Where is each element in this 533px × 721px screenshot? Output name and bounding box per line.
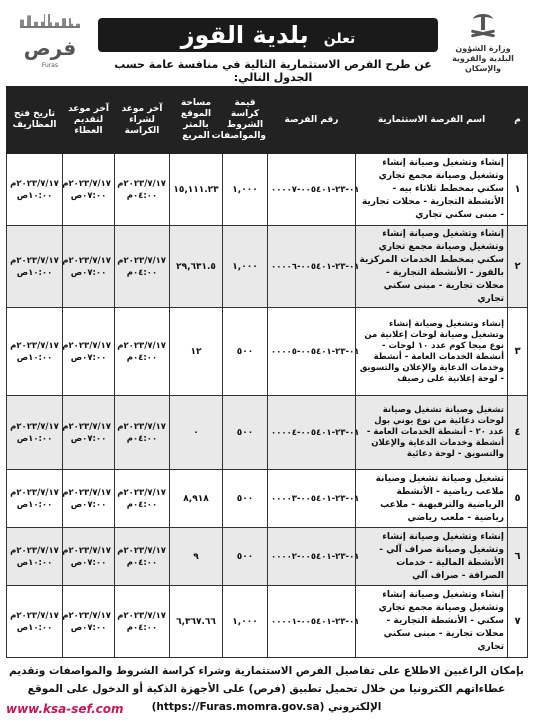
table-row: [7, 396, 528, 470]
site-area: ٦,٣٦٧.٦٦: [170, 586, 223, 658]
opportunity-number: ٠١-٢٣-٠٠٥٤٠١-٠٠٠٠٥: [268, 308, 356, 396]
announcement-page: [6, 8, 527, 716]
site-area: ١٢: [170, 308, 223, 396]
opportunity-number: ٠١-٢٣-٠٠٥٤٠١-٠٠٠٠٧: [268, 154, 356, 226]
booklet-price: ١,٠٠٠: [223, 226, 268, 308]
table-row: [7, 226, 528, 308]
opening-date: ٢٠٢٣/٧/١٧م ١٠:٠٠ص: [7, 470, 63, 528]
opportunity-number: ٠١-٢٣-٠٠٥٤٠١-٠٠٠٠٦: [268, 226, 356, 308]
opportunity-name: إنشاء وتشغيل وصيانة إنشاء وتشغيل وصيانة صراف آلي - الأنشطة المالية - خدمات الصرافة - صراف آلي: [356, 528, 508, 586]
opportunity-name: تشغيل وصيانة تشغيل وصيانة لوحات دعائية من نوع يوني بول عدد ٢٠ - أنشطة الخدمات العامة - أنشطة وخدمات الدعاية والإعلان والتسويق - لوحة دعائية: [356, 396, 508, 470]
buy-deadline: ٢٠٢٣/٧/١٧م ٠٤:٠٠م: [115, 226, 170, 308]
municipality-title: بلدية القوز: [180, 21, 309, 49]
buy-deadline: ٢٠٢٣/٧/١٧م ٠٤:٠٠م: [115, 154, 170, 226]
opening-date: ٢٠٢٣/٧/١٧م ١٠:٠٠ص: [7, 226, 63, 308]
header: [6, 8, 527, 84]
opportunity-name: تشغيل وصيانة تشغيل وصيانة ملاعب رياضية - الأنشطة الرياضية والترفيهية - ملاعب رياضية - ملعب رياضي: [356, 470, 508, 528]
footer-note: بإمكان الراغبين الاطلاع على تفاصيل الفرص الاستثمارية وشراء كراسة الشروط والمواصفات وتقديم عطاءاتهم الكترونيا من خلال تحميل تطبيق (فرص) على الأجهزة الذكية أو الدخول على الموقع الإلكتروني (https://Furas.momra.gov.sa): [9, 665, 524, 713]
table-row: [7, 586, 528, 658]
booklet-price: ٥٠٠: [223, 308, 268, 396]
ministry-name: وزارة الشؤون البلدية والقروية والإسكان: [452, 44, 514, 73]
row-index: ٣: [508, 308, 528, 396]
row-index: ٤: [508, 396, 528, 470]
opening-date: ٢٠٢٣/٧/١٧م ١٠:٠٠ص: [7, 154, 63, 226]
booklet-price: ٥٠٠: [223, 396, 268, 470]
opportunity-name: إنشاء وتشغيل وصيانة إنشاء وتشغيل وصيانة مجمع تجاري سكني - الأنشطة التجارية - محلات تجارية - مبنى سكني تجاري: [356, 586, 508, 658]
furas-logo: [12, 14, 88, 76]
site-area: ٨,٩١٨: [170, 470, 223, 528]
table-row: [7, 528, 528, 586]
buy-deadline: ٢٠٢٣/٧/١٧م ٠٤:٠٠م: [115, 396, 170, 470]
furas-logo-text: فرص: [23, 36, 77, 60]
site-area: ٠: [170, 396, 223, 470]
opportunities-table: [6, 86, 528, 658]
col-header-name: اسم الفرصة الاستثمارية: [356, 87, 508, 154]
table-row: [7, 470, 528, 528]
booklet-price: ١,٠٠٠: [223, 154, 268, 226]
col-header-opening-date: تاريخ فتح المظاريف: [7, 87, 63, 154]
buy-deadline: ٢٠٢٣/٧/١٧م ٠٤:٠٠م: [115, 470, 170, 528]
bid-deadline: ٢٠٢٣/٧/١٧م ٠٧:٠٠ص: [63, 308, 115, 396]
source-watermark[interactable]: www.ksa-sef.com: [6, 702, 124, 716]
opening-date: ٢٠٢٣/٧/١٧م ١٠:٠٠ص: [7, 528, 63, 586]
table-header-row: [7, 87, 528, 154]
buy-deadline: ٢٠٢٣/٧/١٧م ٠٤:٠٠م: [115, 586, 170, 658]
announcement-subtitle: عن طرح الفرص الاستثمارية التالية في منافسة عامة حسب الجدول التالي:: [114, 58, 432, 84]
table-row: [7, 308, 528, 396]
bid-deadline: ٢٠٢٣/٧/١٧م ٠٧:٠٠ص: [63, 226, 115, 308]
col-header-number: رقم الفرصة: [268, 87, 356, 154]
col-header-area: مساحة الموقع بالمتر المربع: [170, 87, 223, 154]
bid-deadline: ٢٠٢٣/٧/١٧م ٠٧:٠٠ص: [63, 528, 115, 586]
opportunity-number: ٠١-٢٣-٠٠٥٤٠١-٠٠٠٠٤: [268, 396, 356, 470]
opportunity-name: إنشاء وتشغيل وصيانة إنشاء وتشغيل وصيانة لوحات إعلانية من نوع ميجا كوم عدد ١٠ لوحات - أنشطة الخدمات العامة - أنشطة وخدمات الدعاية والإعلان والتسويق - لوحة إعلانية على رصيف: [356, 308, 508, 396]
bid-deadline: ٢٠٢٣/٧/١٧م ٠٧:٠٠ص: [63, 396, 115, 470]
ministry-logo: [443, 14, 523, 76]
furas-logo-sub: Furas: [41, 62, 59, 69]
saudi-emblem-icon: [470, 14, 496, 40]
booklet-price: ١,٠٠٠: [223, 586, 268, 658]
row-index: ٦: [508, 528, 528, 586]
announcer-text: تعلن: [323, 31, 356, 47]
opportunity-number: ٠١-٢٣-٠٠٥٤٠١-٠٠٠٠١: [268, 586, 356, 658]
row-index: ١: [508, 154, 528, 226]
opening-date: ٢٠٢٣/٧/١٧م ١٠:٠٠ص: [7, 396, 63, 470]
col-header-buy-deadline: آخر موعد لشراء الكراسة: [115, 87, 170, 154]
col-header-price: قيمة كراسة الشروط والمواصفات: [223, 87, 268, 154]
opportunity-name: إنشاء وتشغيل وصيانة إنشاء وتشغيل وصيانة مجمع تجاري سكني بمخطط الخدمات المركزية بالقوز - الأنشطة التجارية - محلات تجارية - مبنى سكني تجاري: [356, 226, 508, 308]
opening-date: ٢٠٢٣/٧/١٧م ١٠:٠٠ص: [7, 308, 63, 396]
row-index: ٧: [508, 586, 528, 658]
site-area: ٩: [170, 528, 223, 586]
bid-deadline: ٢٠٢٣/٧/١٧م ٠٧:٠٠ص: [63, 470, 115, 528]
skyline-icon: [20, 14, 80, 28]
site-area: ٢٩,٦٣١.٥: [170, 226, 223, 308]
site-area: ١٥,١١١.٢٣: [170, 154, 223, 226]
row-index: ٢: [508, 226, 528, 308]
opportunity-number: ٠١-٢٣-٠٠٥٤٠١-٠٠٠٠٢: [268, 528, 356, 586]
col-header-bid-deadline: آخر موعد لتقديم العطاء: [63, 87, 115, 154]
row-index: ٥: [508, 470, 528, 528]
bid-deadline: ٢٠٢٣/٧/١٧م ٠٧:٠٠ص: [63, 586, 115, 658]
col-header-index: م: [508, 87, 528, 154]
table-row: [7, 154, 528, 226]
opening-date: ٢٠٢٣/٧/١٧م ١٠:٠٠ص: [7, 586, 63, 658]
buy-deadline: ٢٠٢٣/٧/١٧م ٠٤:٠٠م: [115, 308, 170, 396]
opportunity-number: ٠١-٢٣-٠٠٥٤٠١-٠٠٠٠٣: [268, 470, 356, 528]
opportunity-name: إنشاء وتشغيل وصيانة إنشاء وتشغيل وصيانة مجمع تجاري سكني بمخطط ثلاثاء بيه - الأنشطة التجارية - محلات تجارية - مبنى سكني تجاري: [356, 154, 508, 226]
booklet-price: ٥٠٠: [223, 528, 268, 586]
booklet-price: ٥٠٠: [223, 470, 268, 528]
title-banner: [98, 18, 438, 52]
buy-deadline: ٢٠٢٣/٧/١٧م ٠٤:٠٠م: [115, 528, 170, 586]
bid-deadline: ٢٠٢٣/٧/١٧م ٠٧:٠٠ص: [63, 154, 115, 226]
